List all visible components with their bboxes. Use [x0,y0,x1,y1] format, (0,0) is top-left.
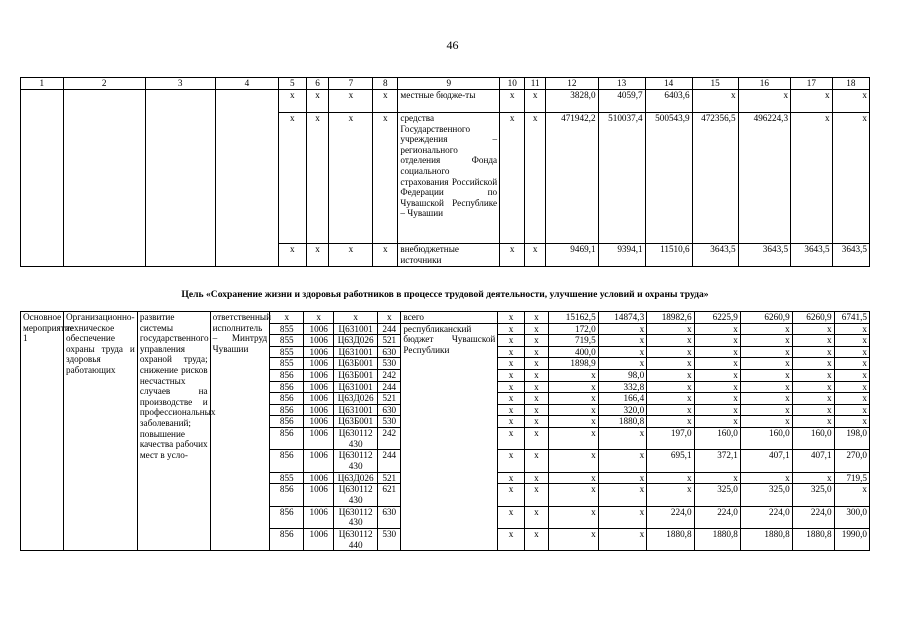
value-c18: x [832,90,869,113]
code-vr: 621 [378,484,401,506]
value-c11: x [524,506,548,528]
value-c14: 500543,9 [645,113,692,244]
value-c12: 471942,2 [546,113,599,244]
value-c17: 325,0 [792,484,834,506]
value-c11: x [524,358,548,370]
code-gr: 856 [270,404,304,416]
code-cs: Ц631001 [334,404,378,416]
value-c17: x [792,335,834,347]
value-c17: x [792,393,834,405]
value-c15: x [694,381,740,393]
value-c13: 9394,1 [598,244,645,267]
value-c14: 224,0 [647,506,694,528]
value-c16: 407,1 [740,450,792,472]
code-gr: 855 [270,472,304,484]
value-c13: x [598,529,647,551]
code-vr: x [373,244,398,267]
funding-source: внебюджетные источники [398,244,500,267]
value-c18: x [834,323,869,335]
value-c16: 1880,8 [740,529,792,551]
code-cs: Ц63Б001 [334,369,378,381]
value-c16: 224,0 [740,506,792,528]
code-vr: 630 [378,346,401,358]
value-c13: 98,0 [598,369,647,381]
code-rz: 1006 [304,369,334,381]
value-c11: x [525,244,546,267]
code-cs: Ц631001 [334,381,378,393]
value-c18: 6741,5 [834,312,869,324]
value-c11: x [524,416,548,428]
column-number: 12 [546,78,599,90]
value-c11: x [524,427,548,449]
value-c12: 15162,5 [549,312,599,324]
value-c10: x [498,506,524,528]
value-c12: x [549,404,599,416]
goal-title: Цель «Сохранение жизни и здоровья работников в процессе трудовой деятельности, улучшение условий и охраны труда» [181,289,709,300]
value-c16: 160,0 [740,427,792,449]
code-vr: 530 [378,416,401,428]
funding-source-row [21,90,870,113]
value-c15: x [694,416,740,428]
value-c18: 198,0 [834,427,869,449]
code-gr: 856 [270,393,304,405]
value-c15: x [694,369,740,381]
value-c16: 496224,3 [738,113,791,244]
code-gr: x [270,312,304,324]
value-c17: x [792,472,834,484]
code-rz: 1006 [304,335,334,347]
code-rz: 1006 [304,393,334,405]
column-number: 6 [306,78,329,90]
column-number: 11 [525,78,546,90]
code-vr: x [378,312,401,324]
col-2-blank [63,90,145,267]
value-c15: 472356,5 [692,113,738,244]
value-c15: x [694,393,740,405]
funding-source-label: республиканский бюджет Чувашской Республики [401,323,498,551]
code-gr: 856 [270,484,304,506]
value-c11: x [524,529,548,551]
value-c13: x [598,472,647,484]
value-c15: 6225,9 [694,312,740,324]
total-row [21,312,870,324]
value-c17: 6260,9 [792,312,834,324]
value-c17: x [792,323,834,335]
value-c17: 3643,5 [791,244,833,267]
value-c14: x [647,323,694,335]
value-c17: 224,0 [792,506,834,528]
value-c17: x [792,416,834,428]
value-c16: 325,0 [740,484,792,506]
code-gr: 855 [270,346,304,358]
value-c15: x [694,346,740,358]
value-c14: x [647,346,694,358]
column-number: 9 [398,78,500,90]
column-number: 5 [279,78,306,90]
column-number: 10 [500,78,525,90]
value-c10: x [498,472,524,484]
code-cs: x [334,312,378,324]
value-c15: x [694,404,740,416]
code-gr: 856 [270,416,304,428]
value-c10: x [498,529,524,551]
value-c15: 224,0 [694,506,740,528]
value-c15: 372,1 [694,450,740,472]
code-rz: 1006 [304,323,334,335]
code-rz: x [306,113,329,244]
value-c11: x [524,393,548,405]
value-c10: x [498,323,524,335]
code-cs: Ц631001 [334,346,378,358]
code-rz: 1006 [304,529,334,551]
value-c10: x [498,427,524,449]
value-c14: x [647,472,694,484]
code-vr: 244 [378,381,401,393]
code-vr: 630 [378,506,401,528]
column-number: 7 [329,78,373,90]
value-c11: x [524,323,548,335]
value-c13: x [598,427,647,449]
code-cs: Ц63Б001 [334,358,378,370]
funding-table-continued [20,77,870,267]
value-c16: x [740,404,792,416]
value-c18: x [834,484,869,506]
code-gr: x [279,90,306,113]
code-cs: x [329,90,373,113]
value-c17: x [792,381,834,393]
value-c14: x [647,335,694,347]
code-gr: 856 [270,381,304,393]
value-c10: x [500,113,525,244]
value-c13: x [598,358,647,370]
value-c12: 1898,9 [549,358,599,370]
value-c11: x [525,113,546,244]
code-cs: Ц63Д026 [334,393,378,405]
funding-source: средства Государственного учреждения – регионального отделения Фонда социального страхования Российской Федерации по Чувашской Республике – Чувашии [398,113,500,244]
value-c14: 695,1 [647,450,694,472]
value-c18: x [834,404,869,416]
value-c15: 3643,5 [692,244,738,267]
value-c14: x [647,393,694,405]
value-c15: 1880,8 [694,529,740,551]
value-c11: x [524,312,548,324]
column-number: 4 [215,78,278,90]
value-c17: x [791,90,833,113]
page-number: 46 [446,38,459,52]
value-c17: 407,1 [792,450,834,472]
code-vr: 521 [378,393,401,405]
value-c16: x [740,335,792,347]
value-c16: x [740,369,792,381]
code-rz: x [306,244,329,267]
column-number: 15 [692,78,738,90]
value-c12: x [549,472,599,484]
value-c10: x [498,404,524,416]
funding-source: местные бюдже-ты [398,90,500,113]
activity-goal-cell: развитие системы государственного управления охраной труда; снижение рисков несчастных случаев на производстве и профессиональных заболеваний; повышение качества рабочих мест в усло- [137,312,210,551]
value-c16: 3643,5 [738,244,791,267]
code-gr: 855 [270,358,304,370]
value-c12: 172,0 [549,323,599,335]
value-c15: x [692,90,738,113]
value-c13: x [598,484,647,506]
value-c18: 1990,0 [834,529,869,551]
value-c15: x [694,358,740,370]
code-rz: 1006 [304,484,334,506]
code-cs: x [329,113,373,244]
value-c14: x [647,484,694,506]
value-c12: x [549,450,599,472]
value-c11: x [524,381,548,393]
value-c11: x [524,450,548,472]
value-c14: x [647,381,694,393]
value-c18: 719,5 [834,472,869,484]
code-cs: Ц63Д026 [334,335,378,347]
code-vr: 244 [378,323,401,335]
column-number: 8 [373,78,398,90]
code-rz: 1006 [304,358,334,370]
value-c12: x [549,416,599,428]
value-c11: x [525,90,546,113]
value-c12: x [549,484,599,506]
main-activity-cell: Основное мероприятие 1 [21,312,64,551]
value-c17: x [792,346,834,358]
value-c10: x [498,335,524,347]
value-c13: 510037,4 [598,113,645,244]
col-1-blank [21,90,64,267]
value-c12: x [549,427,599,449]
value-c16: x [740,358,792,370]
code-rz: 1006 [304,346,334,358]
code-cs: Ц630112 430 [334,506,378,528]
value-c14: 18982,6 [647,312,694,324]
value-c10: x [498,450,524,472]
value-c12: 400,0 [549,346,599,358]
value-c12: x [549,393,599,405]
value-c16: x [738,90,791,113]
code-vr: 530 [378,529,401,551]
value-c10: x [498,346,524,358]
value-c14: x [647,358,694,370]
value-c10: x [498,358,524,370]
value-c10: x [498,369,524,381]
column-number-row [21,78,870,90]
value-c10: x [500,90,525,113]
value-c13: x [598,323,647,335]
value-c13: 166,4 [598,393,647,405]
total-label: всего [401,312,498,324]
column-number: 14 [645,78,692,90]
value-c16: 6260,9 [740,312,792,324]
code-gr: 856 [270,450,304,472]
value-c16: x [740,381,792,393]
value-c10: x [500,244,525,267]
value-c15: x [694,323,740,335]
value-c13: x [598,450,647,472]
value-c18: 300,0 [834,506,869,528]
value-c18: x [834,358,869,370]
value-c15: 160,0 [694,427,740,449]
value-c11: x [524,369,548,381]
value-c14: 11510,6 [645,244,692,267]
value-c18: x [834,393,869,405]
code-cs: Ц630112 430 [334,484,378,506]
column-number: 1 [21,78,64,90]
value-c14: x [647,416,694,428]
code-rz: 1006 [304,427,334,449]
value-c18: 270,0 [834,450,869,472]
value-c13: 320,0 [598,404,647,416]
value-c13: x [598,346,647,358]
code-vr: 521 [378,472,401,484]
value-c11: x [524,484,548,506]
value-c18: x [834,369,869,381]
value-c18: x [834,346,869,358]
value-c14: 197,0 [647,427,694,449]
value-c16: x [740,416,792,428]
value-c18: x [834,416,869,428]
code-rz: 1006 [304,506,334,528]
value-c17: 160,0 [792,427,834,449]
value-c17: x [791,113,833,244]
value-c10: x [498,416,524,428]
code-cs: x [329,244,373,267]
value-c13: x [598,335,647,347]
value-c18: x [832,113,869,244]
value-c17: 1880,8 [792,529,834,551]
value-c10: x [498,381,524,393]
value-c11: x [524,472,548,484]
code-gr: 856 [270,506,304,528]
code-gr: 856 [270,529,304,551]
code-rz: 1006 [304,404,334,416]
code-gr: x [279,244,306,267]
code-gr: 855 [270,323,304,335]
code-cs: Ц631001 [334,323,378,335]
col-4-blank [215,90,278,267]
value-c14: x [647,369,694,381]
value-c11: x [524,346,548,358]
code-vr: x [373,90,398,113]
code-rz: 1006 [304,450,334,472]
value-c18: x [834,335,869,347]
value-c18: 3643,5 [832,244,869,267]
column-number: 18 [832,78,869,90]
col-3-blank [145,90,215,267]
code-cs: Ц630112 430 [334,450,378,472]
value-c13: 4059,7 [598,90,645,113]
value-c12: x [549,381,599,393]
code-vr: 242 [378,369,401,381]
column-number: 13 [598,78,645,90]
value-c16: x [740,346,792,358]
value-c14: 6403,6 [645,90,692,113]
value-c17: x [792,404,834,416]
value-c16: x [740,472,792,484]
value-c15: 325,0 [694,484,740,506]
value-c12: x [549,529,599,551]
activity-funding-table [20,311,870,551]
code-rz: 1006 [304,381,334,393]
value-c12: 9469,1 [546,244,599,267]
value-c13: 1880,8 [598,416,647,428]
value-c16: x [740,323,792,335]
code-rz: 1006 [304,472,334,484]
value-c13: x [598,506,647,528]
value-c11: x [524,404,548,416]
column-number: 3 [145,78,215,90]
code-vr: 630 [378,404,401,416]
value-c17: x [792,358,834,370]
code-gr: 856 [270,427,304,449]
value-c14: 1880,8 [647,529,694,551]
code-cs: Ц630112 430 [334,427,378,449]
code-vr: 521 [378,335,401,347]
value-c12: x [549,369,599,381]
activity-name-cell: Организационно-техническое обеспечение охраны труда и здоровья работающих [64,312,138,551]
code-vr: 244 [378,450,401,472]
value-c11: x [524,335,548,347]
value-c10: x [498,484,524,506]
value-c15: x [694,335,740,347]
responsible-executor-cell: ответственный исполнитель – Минтруд Чувашии [210,312,270,551]
column-number: 16 [738,78,791,90]
code-rz: 1006 [304,416,334,428]
value-c12: x [549,506,599,528]
column-number: 2 [63,78,145,90]
value-c13: 332,8 [598,381,647,393]
value-c15: x [694,472,740,484]
code-vr: 530 [378,358,401,370]
code-gr: x [279,113,306,244]
code-rz: x [306,90,329,113]
value-c13: 14874,3 [598,312,647,324]
value-c12: 3828,0 [546,90,599,113]
value-c10: x [498,312,524,324]
value-c12: 719,5 [549,335,599,347]
code-cs: Ц63Б001 [334,416,378,428]
code-cs: Ц630112 440 [334,529,378,551]
code-rz: x [304,312,334,324]
code-vr: 242 [378,427,401,449]
column-number: 17 [791,78,833,90]
code-vr: x [373,113,398,244]
value-c18: x [834,381,869,393]
code-cs: Ц63Д026 [334,472,378,484]
code-gr: 856 [270,369,304,381]
code-gr: 855 [270,335,304,347]
value-c14: x [647,404,694,416]
value-c10: x [498,393,524,405]
value-c17: x [792,369,834,381]
value-c16: x [740,393,792,405]
